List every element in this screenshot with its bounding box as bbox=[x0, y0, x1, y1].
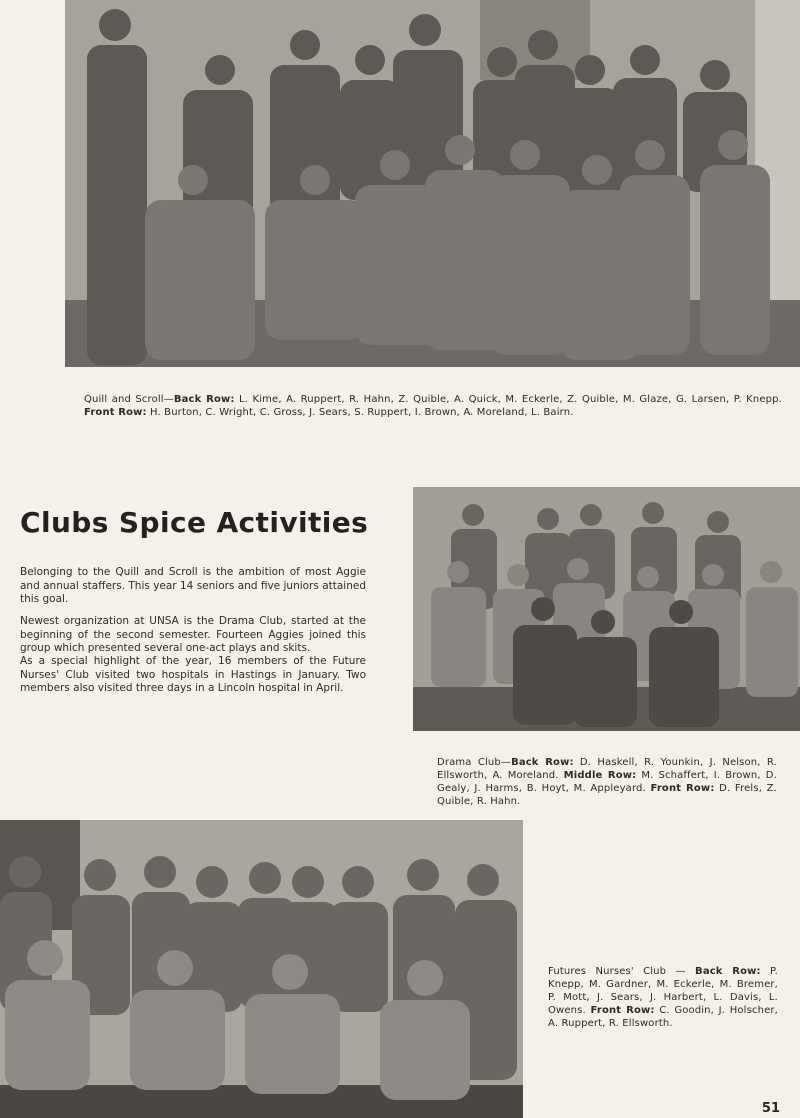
middle-row-names: M. Schaffert, I. Brown, D. Gealy, J. Harms, B. Hoyt, M. Appleyard. bbox=[437, 770, 777, 794]
back-row-names: D. Haskell, R. Younkin, J. Nelson, R. Ellsworth, A. Moreland. bbox=[437, 757, 777, 781]
front-row-label: Front Row: bbox=[84, 407, 147, 418]
page-number: 51 bbox=[761, 1101, 780, 1116]
caption-club-name: Quill and Scroll bbox=[84, 394, 164, 405]
article-paragraph: Belonging to the Quill and Scroll is the ambition of most Aggie and annual staffers. This year 14 seniors and five juniors attained this goal. bbox=[20, 566, 366, 605]
middle-row-label: Middle Row: bbox=[563, 770, 637, 781]
quill-and-scroll-caption: Quill and Scroll—Back Row: L. Kime, A. Ruppert, R. Hahn, Z. Quible, A. Quick, M. Eckerle, Z. Quible, M. Glaze, G. Larsen, P. Knepp. Front Row: H. Burton, C. Wright, C. Gross, J. Sears, S. Ruppert, I. Brown, A. Moreland, L. Bairn. bbox=[84, 394, 782, 418]
drama-club-photo bbox=[413, 487, 800, 731]
front-row-label: Front Row: bbox=[650, 783, 715, 794]
front-row-label: Front Row: bbox=[590, 1005, 655, 1016]
future-nurses-club-photo bbox=[0, 820, 523, 1118]
front-row-names: H. Burton, C. Wright, C. Gross, J. Sears, S. Ruppert, I. Brown, A. Moreland, L. Bairn. bbox=[150, 407, 574, 418]
front-row-names: D. Frels, Z. Quible, R. Hahn. bbox=[437, 783, 777, 807]
quill-and-scroll-photo bbox=[65, 0, 800, 367]
back-row-label: Back Row: bbox=[511, 757, 574, 768]
back-row-names: P. Knepp, M. Gardner, M. Eckerle, M. Bremer, P. Mott, J. Sears, J. Harbert, L. Davis, L. Owens. bbox=[548, 966, 778, 1016]
future-nurses-club-caption: Futures Nurses' Club — Back Row: P. Knepp, M. Gardner, M. Eckerle, M. Bremer, P. Mott, J. Sears, J. Harbert, L. Davis, L. Owens. Front Row: C. Goodin, J. Holscher, A. Ruppert, R. Ellsworth. bbox=[548, 966, 778, 1029]
back-row-names: L. Kime, A. Ruppert, R. Hahn, Z. Quible, A. Quick, M. Eckerle, Z. Quible, M. Glaze, G. Larsen, P. Knepp. bbox=[239, 394, 782, 405]
front-row-names: C. Goodin, J. Holscher, A. Ruppert, R. Ellsworth. bbox=[548, 1005, 778, 1029]
drama-club-caption: Drama Club—Back Row: D. Haskell, R. Younkin, J. Nelson, R. Ellsworth, A. Moreland. Middle Row: M. Schaffert, I. Brown, D. Gealy, J. Harms, B. Hoyt, M. Appleyard. Front Row: D. Frels, Z. Quible, R. Hahn. bbox=[437, 757, 777, 807]
article-headline: Clubs Spice Activities bbox=[20, 506, 369, 539]
back-row-label: Back Row: bbox=[695, 966, 761, 977]
caption-club-name: Futures Nurses' Club bbox=[548, 966, 667, 977]
article-paragraph: As a special highlight of the year, 16 members of the Future Nurses' Club visited two hospitals in Hastings in January. Two members also visited three days in a Lincoln hospital in April. bbox=[20, 655, 366, 694]
back-row-label: Back Row: bbox=[173, 394, 235, 405]
article-paragraph: Newest organization at UNSA is the Drama Club, started at the beginning of the second semester. Fourteen Aggies joined this group which presented several one-act plays and skits. bbox=[20, 615, 366, 654]
caption-club-name: Drama Club bbox=[437, 757, 501, 768]
